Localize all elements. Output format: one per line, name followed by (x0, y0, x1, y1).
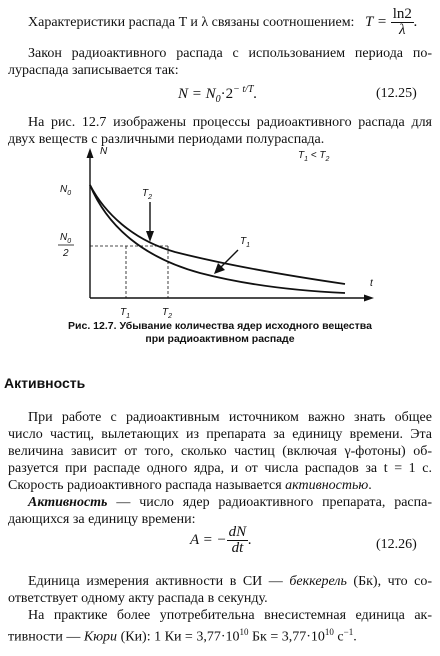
section-title: Активность (4, 375, 86, 391)
t2-curve-label: $T_2$ (142, 188, 153, 201)
fig-intro-line-2: двух веществ с различными периодами полураспада. (8, 132, 325, 147)
x-axis-arrow-icon (364, 295, 374, 302)
activity-line-1: При работе с радиоактивным источником важно знать общее (28, 410, 432, 425)
figure-caption-line-2: при радиоактивном распаде (145, 333, 295, 345)
intro-text: Характеристики распада T и λ связаны соотношением: (28, 15, 355, 30)
activity-line-4: разуется при распаде одного ядра, и от числа распадов за t = 1 с. (8, 461, 432, 476)
fig-intro-line-1: На рис. 12.7 изображены процессы радиоактивного распада для (28, 115, 432, 130)
curie-line-1: На практике более употребительна внесистемная единица ак- (28, 608, 432, 623)
condition-label: $T_1 < T_2$ (298, 150, 330, 163)
half-label-num: $N_0$ (60, 232, 72, 245)
law-line-2: лураспада записывается так: (8, 63, 179, 78)
equation-number-12-25: (12.25) (376, 86, 417, 101)
definition-line-1: Активность — число ядер радиоактивного препарата, распа- (28, 495, 432, 510)
equation-number-12-26: (12.26) (376, 537, 417, 552)
activity-line-2: число частиц, вылетающих из препарата за единицу времени. Эта (8, 427, 432, 442)
activity-line-3: величина зависит от того, сколько частиц (включая γ-фотоны) об- (8, 444, 432, 459)
intro-formula: T = $\frac{\ln 2}{\lambda}$ . (365, 6, 418, 38)
activity-line-5: Скорость радиоактивного распада называется активностью. (8, 478, 372, 493)
si-line-1: Единица измерения активности в СИ — беккерель (Бк), что со- (28, 574, 433, 589)
x-axis-label: t (370, 278, 373, 289)
half-label-den: 2 (63, 248, 69, 259)
t1-tick-label: $T_1$ (120, 307, 131, 320)
figure-caption-line-1: Рис. 12.7. Убывание количества ядер исходного вещества (68, 320, 372, 332)
y-axis-arrow-icon (87, 148, 94, 158)
curve-t1 (90, 185, 345, 293)
law-formula: $N = N_0\cdot 2^{- t/T}$. (178, 84, 258, 105)
n0-label: $N_0$ (60, 184, 72, 197)
t1-curve-label: $T_1$ (240, 236, 251, 249)
t2-tick-label: $T_2$ (162, 307, 173, 320)
activity-formula: A = − $\frac{dN}{dt}$ . (190, 524, 252, 556)
curie-line-2: тивности — Кюри (Ки): 1 Ки = $3,77\cdot 10^{10}$ Бк = $3,77\cdot 10^{10}$ $с^{-1}$. (8, 627, 357, 645)
si-line-2: ответствует одному акту распада в секунду. (8, 591, 268, 606)
y-axis-label: N (100, 146, 108, 157)
decay-figure (0, 140, 440, 330)
definition-line-2: дающихся за единицу времени: (8, 512, 196, 527)
law-line-1: Закон радиоактивного распада с использованием периода по- (28, 46, 432, 61)
